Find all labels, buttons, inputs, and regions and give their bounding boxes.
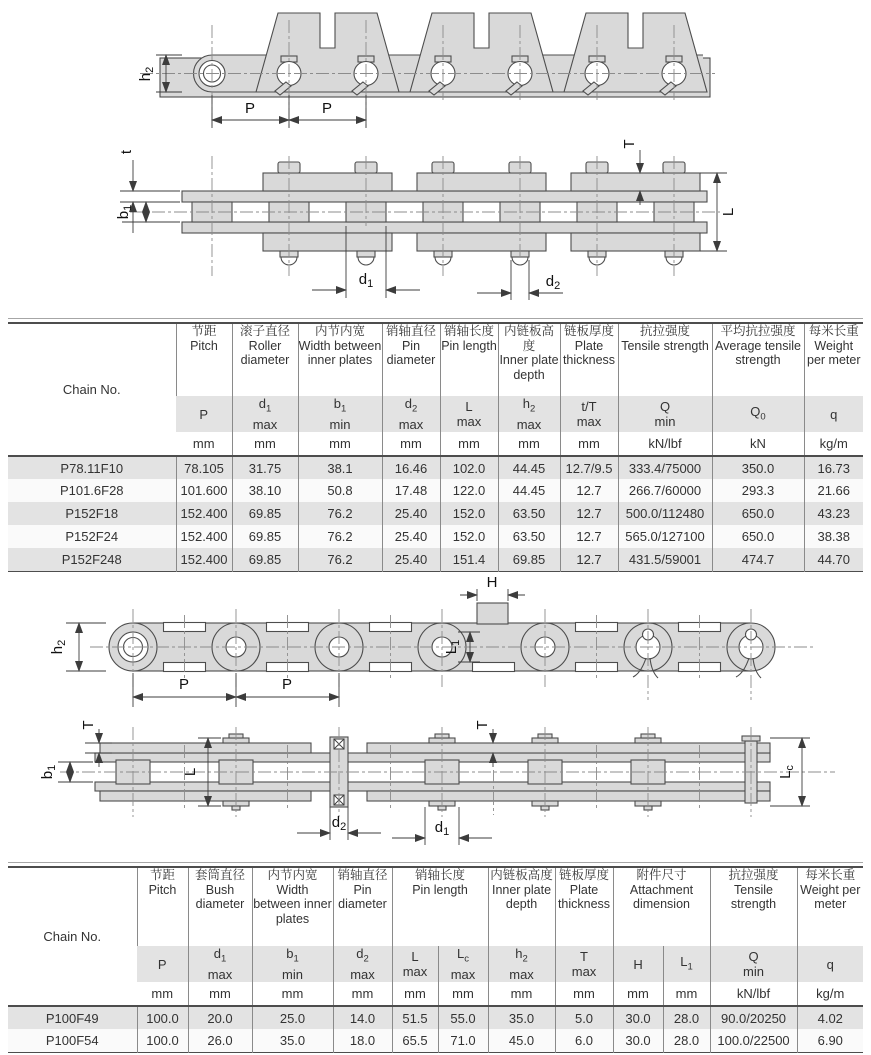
value-cell: 18.0 bbox=[333, 1029, 392, 1052]
table-row bbox=[8, 1029, 863, 1052]
value-cell: 100.0/22500 bbox=[710, 1029, 797, 1052]
value-cell: 30.0 bbox=[613, 1029, 663, 1052]
symbol-header: q bbox=[797, 946, 863, 982]
unit-header: mm bbox=[137, 982, 188, 1006]
unit-header: mm bbox=[663, 982, 710, 1006]
column-header bbox=[298, 323, 382, 396]
value-cell: 69.85 bbox=[232, 525, 298, 548]
label-L1: $L_1$ bbox=[443, 639, 462, 655]
column-header-cn: 每米长重 bbox=[805, 868, 856, 882]
spec-table-roller-chain bbox=[8, 318, 863, 572]
value-cell: 12.7 bbox=[560, 525, 618, 548]
column-header bbox=[618, 323, 712, 396]
diagram-side-view-bushing-chain bbox=[0, 575, 871, 715]
value-cell: 21.66 bbox=[804, 479, 863, 502]
column-header bbox=[560, 323, 618, 396]
chain-plates bbox=[160, 13, 710, 97]
value-cell: 6.0 bbox=[555, 1029, 613, 1052]
value-cell: 350.0 bbox=[712, 456, 804, 479]
value-cell: 14.0 bbox=[333, 1006, 392, 1029]
unit-header: mm bbox=[498, 432, 560, 456]
table-row bbox=[8, 479, 863, 502]
value-cell: 4.02 bbox=[797, 1006, 863, 1029]
column-header-en: Plate thickness bbox=[557, 882, 611, 911]
value-cell: 71.0 bbox=[438, 1029, 488, 1052]
symbol-header: Q min bbox=[710, 946, 797, 982]
label-d2: $d_2$ bbox=[331, 814, 347, 833]
table-row bbox=[8, 456, 863, 479]
column-header-en: Average tensile strength bbox=[715, 338, 801, 367]
value-cell: 293.3 bbox=[712, 479, 804, 502]
value-cell: 65.5 bbox=[392, 1029, 438, 1052]
symbol-header: P bbox=[176, 396, 232, 432]
column-header-en: Pitch bbox=[190, 338, 218, 353]
value-cell: 63.50 bbox=[498, 525, 560, 548]
column-header-en: Roller diameter bbox=[240, 338, 290, 367]
dimension-t bbox=[118, 149, 180, 233]
value-cell: 152.0 bbox=[440, 502, 498, 525]
dimension-H bbox=[460, 575, 525, 601]
symbol-header: $L_1$ bbox=[663, 946, 710, 982]
value-cell: 44.70 bbox=[804, 548, 863, 571]
label-T: T bbox=[474, 720, 491, 730]
column-header-en: Inner plate depth bbox=[499, 353, 559, 382]
label-b1: $b_1$ bbox=[115, 204, 134, 220]
value-cell: 6.90 bbox=[797, 1029, 863, 1052]
attachment-tab bbox=[477, 603, 508, 624]
symbol-header: $h_2$ max bbox=[488, 946, 555, 982]
pin-heads bbox=[278, 162, 685, 173]
chain-no-cell: P152F248 bbox=[61, 551, 122, 567]
value-cell: 35.0 bbox=[488, 1006, 555, 1029]
unit-header: mm bbox=[298, 432, 382, 456]
table-row bbox=[8, 502, 863, 525]
value-cell: 12.7 bbox=[560, 548, 618, 571]
column-header bbox=[440, 323, 498, 396]
value-cell: 152.400 bbox=[176, 525, 232, 548]
symbol-header: $d_2$ max bbox=[333, 946, 392, 982]
value-cell: 20.0 bbox=[188, 1006, 252, 1029]
symbol-header: $d_1$ max bbox=[232, 396, 298, 432]
end-pin bbox=[742, 736, 760, 803]
value-cell: 102.0 bbox=[440, 456, 498, 479]
label-L: L bbox=[720, 207, 737, 217]
symbol-header: L max bbox=[392, 946, 438, 982]
label-d1: $d_1$ bbox=[434, 819, 450, 838]
unit-header: mm bbox=[176, 432, 232, 456]
column-header bbox=[488, 867, 555, 946]
value-cell: 35.0 bbox=[252, 1029, 333, 1052]
label-H: H bbox=[486, 575, 498, 591]
symbol-header: $b_1$ min bbox=[252, 946, 333, 982]
value-cell: 31.75 bbox=[232, 456, 298, 479]
column-header-en: Tensile strength bbox=[621, 338, 709, 353]
label-T: T bbox=[621, 139, 638, 149]
value-cell: 38.38 bbox=[804, 525, 863, 548]
dimension-d2 bbox=[477, 260, 563, 300]
value-cell: 431.5/59001 bbox=[618, 548, 712, 571]
label-p: P bbox=[321, 100, 333, 117]
unit-header: kg/m bbox=[797, 982, 863, 1006]
label-p: P bbox=[178, 676, 190, 693]
label-b1: $b_1$ bbox=[39, 764, 58, 780]
label-h2: $h_2$ bbox=[137, 66, 156, 82]
table-row bbox=[8, 525, 863, 548]
diagram-plan-view-bushing-chain bbox=[0, 715, 871, 865]
column-header-cn: 销轴长度 bbox=[415, 868, 466, 882]
value-cell: 650.0 bbox=[712, 525, 804, 548]
column-header-cn: 抗拉强度 bbox=[728, 868, 779, 882]
unit-header: kN bbox=[712, 432, 804, 456]
chain-no-cell: P152F18 bbox=[65, 506, 119, 521]
symbol-header: q bbox=[804, 396, 863, 432]
column-header-en: Pin diameter bbox=[338, 882, 387, 911]
column-header-cn: 销轴直径 bbox=[337, 868, 388, 882]
symbol-header: T max bbox=[555, 946, 613, 982]
value-cell: 90.0/20250 bbox=[710, 1006, 797, 1029]
diagram-plan-view-roller-chain bbox=[0, 130, 871, 312]
column-header-en: Pitch bbox=[148, 882, 177, 897]
column-header bbox=[188, 867, 252, 946]
value-cell: 266.7/60000 bbox=[618, 479, 712, 502]
column-header-en: Pin length bbox=[441, 338, 497, 353]
unit-header: kN/lbf bbox=[710, 982, 797, 1006]
symbol-header: $d_1$ max bbox=[188, 946, 252, 982]
dimension-pitch bbox=[133, 673, 339, 707]
column-header-en: Tensile strength bbox=[730, 882, 777, 911]
column-header-en: Pin diameter bbox=[386, 338, 436, 367]
symbol-header: P bbox=[137, 946, 188, 982]
value-cell: 55.0 bbox=[438, 1006, 488, 1029]
value-cell: 101.600 bbox=[176, 479, 232, 502]
chain-no-cell: P101.6F28 bbox=[59, 483, 124, 498]
value-cell: 38.1 bbox=[298, 456, 382, 479]
symbol-header: $L_c$ max bbox=[438, 946, 488, 982]
column-header bbox=[712, 323, 804, 396]
column-header-cn: 节距 bbox=[191, 324, 217, 338]
unit-header: mm bbox=[232, 432, 298, 456]
label-p: P bbox=[281, 676, 293, 693]
value-cell: 69.85 bbox=[232, 548, 298, 571]
column-header-cn: 附件尺寸 bbox=[636, 868, 687, 882]
cotter-pins bbox=[280, 251, 683, 265]
column-header-cn: 节距 bbox=[149, 868, 175, 882]
label-d2: $d_2$ bbox=[545, 273, 561, 292]
value-cell: 25.0 bbox=[252, 1006, 333, 1029]
value-cell: 45.0 bbox=[488, 1029, 555, 1052]
attachment-plate bbox=[256, 13, 399, 92]
value-cell: 76.2 bbox=[298, 502, 382, 525]
column-header bbox=[804, 323, 863, 396]
value-cell: 122.0 bbox=[440, 479, 498, 502]
unit-header: mm bbox=[555, 982, 613, 1006]
value-cell: 565.0/127100 bbox=[618, 525, 712, 548]
column-header bbox=[392, 867, 488, 946]
value-cell: 12.7/9.5 bbox=[560, 456, 618, 479]
value-cell: 100.0 bbox=[137, 1029, 188, 1052]
symbol-header: L max bbox=[440, 396, 498, 432]
column-header-cn: 销轴长度 bbox=[443, 324, 494, 338]
column-header bbox=[137, 867, 188, 946]
value-cell: 100.0 bbox=[137, 1006, 188, 1029]
label-Lc: $L_c$ bbox=[777, 765, 796, 779]
symbol-header: $Q_0$ bbox=[712, 396, 804, 432]
value-cell: 12.7 bbox=[560, 479, 618, 502]
value-cell: 500.0/112480 bbox=[618, 502, 712, 525]
symbol-header: $b_1$ min bbox=[298, 396, 382, 432]
table-row bbox=[8, 1006, 863, 1029]
column-header-cn: 内链板高度 bbox=[490, 868, 553, 882]
unit-header: kN/lbf bbox=[618, 432, 712, 456]
column-header bbox=[710, 867, 797, 946]
column-header-en: Width between inner plates bbox=[298, 338, 382, 367]
column-header bbox=[797, 867, 863, 946]
value-cell: 152.0 bbox=[440, 525, 498, 548]
value-cell: 151.4 bbox=[440, 548, 498, 571]
column-header-en: Weight per meter bbox=[800, 882, 861, 911]
value-cell: 30.0 bbox=[613, 1006, 663, 1029]
unit-header: mm bbox=[440, 432, 498, 456]
chain-no-cell: P78.11F10 bbox=[60, 460, 124, 476]
chain-no-cell: P100F54 bbox=[45, 1032, 99, 1048]
value-cell: 50.8 bbox=[298, 479, 382, 502]
column-header-en: Bush diameter bbox=[195, 882, 245, 911]
unit-header: mm bbox=[333, 982, 392, 1006]
unit-header: mm bbox=[382, 432, 440, 456]
value-cell: 17.48 bbox=[382, 479, 440, 502]
value-cell: 69.85 bbox=[498, 548, 560, 571]
attachment-plate bbox=[410, 13, 553, 92]
value-cell: 69.85 bbox=[232, 502, 298, 525]
table-row bbox=[8, 548, 863, 571]
value-cell: 43.23 bbox=[804, 502, 863, 525]
diagram-side-view-attachment-chain bbox=[0, 0, 871, 130]
column-header-en: Width between inner plates bbox=[253, 882, 332, 926]
label-L: L bbox=[182, 767, 199, 777]
column-header-cn: 平均抗拉强度 bbox=[720, 324, 796, 338]
value-cell: 16.73 bbox=[804, 456, 863, 479]
chain-no-cell: P100F49 bbox=[45, 1010, 99, 1026]
value-cell: 78.105 bbox=[176, 456, 232, 479]
symbol-header: H bbox=[613, 946, 663, 982]
value-cell: 44.45 bbox=[498, 479, 560, 502]
unit-header: mm bbox=[613, 982, 663, 1006]
column-header bbox=[555, 867, 613, 946]
unit-header: mm bbox=[560, 432, 618, 456]
value-cell: 650.0 bbox=[712, 502, 804, 525]
value-cell: 28.0 bbox=[663, 1006, 710, 1029]
value-cell: 63.50 bbox=[498, 502, 560, 525]
column-header bbox=[382, 323, 440, 396]
value-cell: 5.0 bbox=[555, 1006, 613, 1029]
chain-no-header: Chain No. bbox=[8, 323, 176, 456]
column-header-en: Inner plate depth bbox=[491, 882, 552, 911]
spec-table-bushing-chain bbox=[8, 862, 863, 1053]
unit-header: kg/m bbox=[804, 432, 863, 456]
symbol-header: $h_2$ max bbox=[498, 396, 560, 432]
column-header bbox=[613, 867, 710, 946]
column-header-cn: 内节内宽 bbox=[267, 868, 318, 882]
unit-header: mm bbox=[252, 982, 333, 1006]
column-header-cn: 链板厚度 bbox=[559, 868, 610, 882]
value-cell: 16.46 bbox=[382, 456, 440, 479]
value-cell: 25.40 bbox=[382, 525, 440, 548]
value-cell: 28.0 bbox=[663, 1029, 710, 1052]
value-cell: 51.5 bbox=[392, 1006, 438, 1029]
chain-no-cell: P152F24 bbox=[65, 529, 119, 544]
symbol-header: $d_2$ max bbox=[382, 396, 440, 432]
column-header-cn: 每米长重 bbox=[808, 324, 859, 338]
column-header-cn: 内链板高度 bbox=[503, 324, 554, 353]
label-p: P bbox=[244, 100, 256, 117]
dimension-pitch bbox=[212, 95, 366, 128]
value-cell: 26.0 bbox=[188, 1029, 252, 1052]
column-header bbox=[498, 323, 560, 396]
attachment-plate bbox=[564, 13, 707, 92]
column-header-cn: 套筒直径 bbox=[194, 868, 245, 882]
value-cell: 44.45 bbox=[498, 456, 560, 479]
spec-table bbox=[8, 866, 863, 1053]
unit-header: mm bbox=[488, 982, 555, 1006]
symbol-header: t/T max bbox=[560, 396, 618, 432]
value-cell: 25.40 bbox=[382, 502, 440, 525]
column-header-cn: 销轴直径 bbox=[385, 324, 436, 338]
value-cell: 152.400 bbox=[176, 502, 232, 525]
column-header-en: Pin length bbox=[412, 882, 468, 897]
value-cell: 474.7 bbox=[712, 548, 804, 571]
column-header bbox=[232, 323, 298, 396]
label-d1: $d_1$ bbox=[358, 271, 374, 290]
value-cell: 12.7 bbox=[560, 502, 618, 525]
unit-header: mm bbox=[188, 982, 252, 1006]
unit-header: mm bbox=[438, 982, 488, 1006]
column-header-en: Attachment dimension bbox=[629, 882, 694, 911]
label-t: t bbox=[118, 149, 135, 155]
column-header-en: Plate thickness bbox=[562, 338, 616, 367]
value-cell: 38.10 bbox=[232, 479, 298, 502]
column-header bbox=[333, 867, 392, 946]
column-header-cn: 链板厚度 bbox=[563, 324, 614, 338]
value-cell: 25.40 bbox=[382, 548, 440, 571]
column-header-cn: 抗拉强度 bbox=[639, 324, 690, 338]
unit-header: mm bbox=[392, 982, 438, 1006]
column-header-cn: 内节内宽 bbox=[314, 324, 365, 338]
value-cell: 76.2 bbox=[298, 548, 382, 571]
label-T: T bbox=[80, 720, 97, 730]
symbol-header: Q min bbox=[618, 396, 712, 432]
column-header-en: Weight per meter bbox=[807, 338, 861, 367]
column-header bbox=[252, 867, 333, 946]
column-header-cn: 滚子直径 bbox=[239, 324, 290, 338]
chain-no-header: Chain No. bbox=[8, 867, 137, 1006]
value-cell: 76.2 bbox=[298, 525, 382, 548]
label-h2: $h_2$ bbox=[49, 639, 68, 655]
value-cell: 152.400 bbox=[176, 548, 232, 571]
spec-table bbox=[8, 322, 863, 572]
dimension-d1 bbox=[392, 807, 492, 845]
value-cell: 333.4/75000 bbox=[618, 456, 712, 479]
column-header bbox=[176, 323, 232, 396]
